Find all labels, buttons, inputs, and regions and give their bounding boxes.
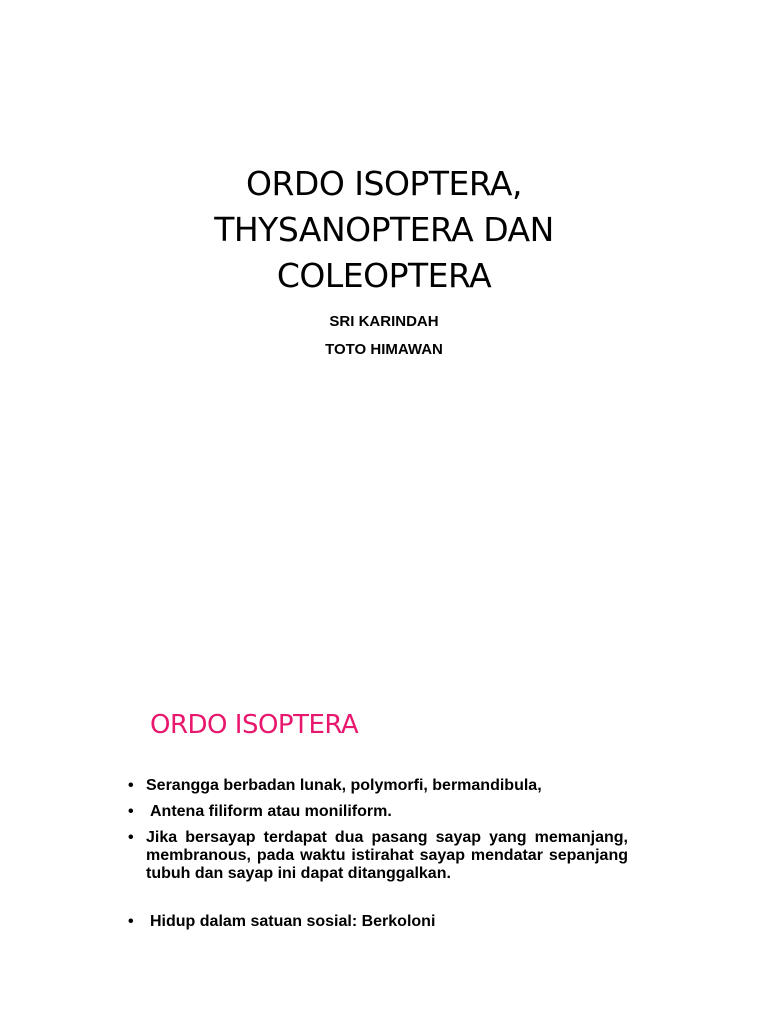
bullet-text: Antena filiform atau moniliform. xyxy=(150,803,392,820)
list-item xyxy=(128,913,628,931)
bullet-text: Serangga berbadan lunak, polymorfi, bermandibula, xyxy=(146,777,542,794)
slide-title xyxy=(0,161,768,299)
bullet-icon: • xyxy=(128,803,134,820)
bullet-text: Jika bersayap terdapat dua pasang sayap yang memanjang, membranous, pada waktu istirahat sayap mendatar sepanjang tubuh dan sayap ini dapat ditanggalkan. xyxy=(146,829,628,882)
author-1: SRI KARINDAH xyxy=(329,313,439,330)
author-2: TOTO HIMAWAN xyxy=(325,341,443,358)
bullet-icon: • xyxy=(128,777,134,794)
title-line-3: COLEOPTERA xyxy=(276,256,492,295)
section-heading: ORDO ISOPTERA xyxy=(150,710,359,740)
list-item xyxy=(128,829,628,883)
list-item xyxy=(128,803,628,821)
bullet-icon: • xyxy=(128,829,134,846)
list-item xyxy=(128,777,628,795)
title-line-1: ORDO ISOPTERA, xyxy=(246,164,522,203)
bullet-text: Hidup dalam satuan sosial: Berkoloni xyxy=(150,913,436,930)
title-line-2: THYSANOPTERA DAN xyxy=(214,210,554,249)
authors xyxy=(0,308,768,364)
bullet-list xyxy=(128,777,628,939)
bullet-icon: • xyxy=(128,913,134,930)
